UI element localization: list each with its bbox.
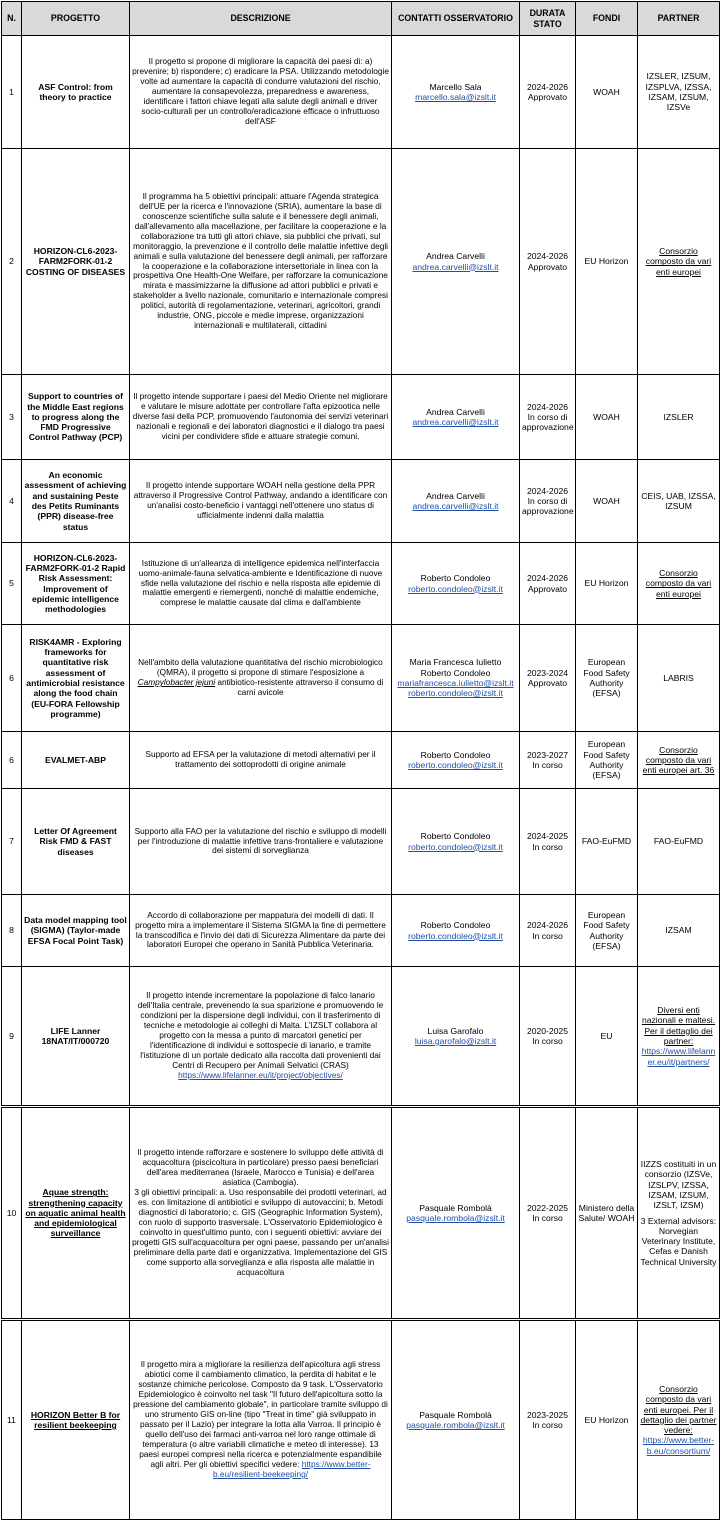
contact-cell bbox=[392, 460, 520, 543]
duration-cell bbox=[520, 625, 576, 732]
duration-status: Approvato bbox=[527, 261, 568, 272]
duration-status: Approvato bbox=[527, 92, 568, 102]
duration-years: 2024-2026 bbox=[526, 573, 569, 584]
duration-status: In corso bbox=[532, 1036, 563, 1046]
contact-cell bbox=[392, 967, 520, 1107]
description-text: Il progetto mira a migliorare la resilienza dell'apicoltura agli stress abiotici come il cambiamento climatico, la perdita di habitat e le sostanze chimiche pericolose. Composto da 9 task. L'Osservatorio Epidemiologico è coinvolto nel task "Il futuro dell'apicoltura sotto la pressione del cambiamento globale", in particolare tramite sviluppo di uno strumento GIS on-line (tipo "Treat in time" già sviluppato in passato per il Lazio) per integrare la lotta alla Varroa. Il principio è quello dell'uso dei farmaci anti-varroa nel loro range ottimale di temperatura (o altre variabili climatiche e meteo di interesse). 13 paesi europei compresi nella ricerca e potenzialmente espandibile agli altri. Per gli obiettivi specifici vedere: bbox=[133, 1359, 388, 1469]
header-partner: PARTNER bbox=[638, 2, 720, 36]
partner: IZSAM bbox=[638, 895, 720, 967]
duration-cell bbox=[520, 36, 576, 149]
duration-cell bbox=[520, 967, 576, 1107]
row-number: 7 bbox=[2, 789, 22, 895]
row-number: 10 bbox=[2, 1107, 22, 1320]
contact-name: Andrea Carvelli bbox=[426, 406, 485, 417]
contact-name: Roberto Condoleo bbox=[420, 573, 491, 584]
contact-name: Pasquale Rombolà bbox=[419, 1409, 492, 1420]
partner-advisors: 3 External advisors: Norvegian Veterinary Institute, Cefas e Danish Technical University bbox=[640, 1215, 717, 1267]
table-row bbox=[2, 789, 720, 895]
partner: FAO-EuFMD bbox=[638, 789, 720, 895]
description-text: Nell'ambito della valutazione quantitativa del rischio microbiologico (QMRA), il progetto si propone di stimare l'esposizione a bbox=[138, 657, 383, 678]
project-description bbox=[130, 1320, 392, 1520]
contact-email-link[interactable]: roberto.condoleo@izslt.it bbox=[408, 930, 503, 941]
row-number: 3 bbox=[2, 375, 22, 460]
description-text: antibiotico-resistente attraverso il consumo di carni avicole bbox=[215, 677, 384, 697]
contact-email-link[interactable]: andrea.carvelli@izslt.it bbox=[412, 261, 499, 272]
duration-years: 2023-2025 bbox=[526, 1409, 569, 1420]
table-row bbox=[2, 460, 720, 543]
partner-cell bbox=[638, 967, 720, 1107]
contact-cell bbox=[392, 732, 520, 789]
duration-status: In corso bbox=[532, 760, 563, 770]
contact-email-link[interactable]: roberto.condoleo@izslt.it bbox=[408, 760, 503, 770]
header-contatti: CONTATTI OSSERVATORIO bbox=[392, 2, 520, 36]
contact-email-link[interactable]: mariafrancesca.iulietto@izslt.it bbox=[397, 678, 514, 688]
duration-status: In corso di approvazione bbox=[522, 411, 574, 433]
duration-status: In corso bbox=[532, 841, 563, 852]
header-durata: DURATA STATO bbox=[520, 2, 576, 36]
project-description: Istituzione di un'alleanza di intelligence epidemica nell'interfaccia uomo-animale-fauna selvatica-ambiente e Identificazione di nuove sfide nella valutazione del rischio e nella risposta alle epidemie di malattie emergenti e riemergenti, nonché di malattie endemiche, comprese le malattie causate dal clima e dall'ambiente bbox=[130, 543, 392, 625]
partner: LABRIS bbox=[638, 625, 720, 732]
duration-cell bbox=[520, 1320, 576, 1520]
partner: IIZZS costituiti in un consorzio (IZSVe, IZSLPV, IZSSA, IZSAM, IZSUM, IZSLT, IZSM) bbox=[640, 1158, 717, 1211]
partner: IZSLER, IZSUM, IZSPLVA, IZSSA, IZSAM, IZSUM, IZSVe bbox=[638, 36, 720, 149]
description-text: 3 gli obiettivi principali: a. Uso responsabile dei prodotti veterinari, ad es. con limitazione di antibiotici e sviluppo di autovaccini; b. Metodi diagnostici di laboratorio; c. GIS (Geographic Information System), con ruolo di supporto trasversale. L'Osservatorio Epidemiologico è coinvolto in quest'ultimo punto, con i seguenti obiettivi: avviare dei progetti GIS sull'acquacoltura per ogni paese, passando per un'analisi preliminare della parte dati e organizzativa. Implementazione del GIS come supporto alla sorveglianza e alla risposta alle malattie in acquacoltura bbox=[132, 1187, 389, 1277]
duration-status: Approvato bbox=[527, 678, 568, 688]
duration-status: In corso bbox=[532, 1213, 563, 1223]
project-name: LIFE Lanner 18NAT/IT/000720 bbox=[22, 967, 130, 1107]
funding: EU Horizon bbox=[576, 543, 638, 625]
contact-email-link[interactable]: andrea.carvelli@izslt.it bbox=[412, 417, 499, 427]
duration-years: 2024-2026 bbox=[526, 401, 569, 412]
projects-table bbox=[1, 1, 720, 1520]
duration-cell bbox=[520, 460, 576, 543]
duration-years: 2023-2027 bbox=[526, 749, 569, 760]
contact-cell bbox=[392, 625, 520, 732]
funding: FAO-EuFMD bbox=[576, 789, 638, 895]
contact-email-link[interactable]: pasquale.rombola@izslt.it bbox=[406, 1213, 505, 1223]
funding: European Food Safety Authority (EFSA) bbox=[576, 732, 638, 789]
funding: European Food Safety Authority (EFSA) bbox=[576, 625, 638, 732]
table-row bbox=[2, 967, 720, 1107]
table-row bbox=[2, 895, 720, 967]
contact-cell bbox=[392, 895, 520, 967]
contact-name: Marcello Sala bbox=[429, 81, 482, 92]
partner: Diversi enti nazionali e maltesi. Per il dettaglio dei partner: bbox=[641, 1005, 716, 1046]
funding: WOAH bbox=[576, 460, 638, 543]
project-description: Supporto ad EFSA per la valutazione di metodi alternativi per il trattamento dei sottoprodotti di origine animale bbox=[130, 732, 392, 789]
contact-cell bbox=[392, 149, 520, 375]
table-row bbox=[2, 375, 720, 460]
duration-years: 2024-2026 bbox=[526, 920, 569, 931]
duration-status: Approvato bbox=[527, 583, 568, 594]
duration-years: 2024-2025 bbox=[526, 831, 569, 842]
project-description: Accordo di collaborazione per mappatura dei modelli di dati. Il progetto mira a implementare il Sistema SIGMA la fine di permettere la transcodifica e l'invio dei dati di Sicurezza Alimentare da parte dei laboratori Europei che operano in Sanità Pubblica Veterinaria. bbox=[130, 895, 392, 967]
funding: WOAH bbox=[576, 375, 638, 460]
duration-status: In corso bbox=[532, 1420, 563, 1430]
project-link[interactable]: https://www.better-b.eu/resilient-beekeeping/ bbox=[212, 1458, 371, 1479]
contact-name: Roberto Condoleo bbox=[420, 667, 491, 678]
contact-name: Andrea Carvelli bbox=[426, 251, 485, 262]
table-row bbox=[2, 543, 720, 625]
contact-email-link[interactable]: roberto.condoleo@izslt.it bbox=[408, 583, 503, 594]
contact-email-link[interactable]: roberto.condoleo@izslt.it bbox=[408, 688, 503, 699]
project-name: RISK4AMR - Exploring frameworks for quantitative risk assessment of antimicrobial resistance along the food chain (EU-FORA Fellowship programme) bbox=[22, 625, 130, 732]
partner: Consorzio composto da vari enti europei art. 36 bbox=[638, 732, 720, 789]
partner-link[interactable]: https://www.better-b.eu/consortium/ bbox=[642, 1435, 715, 1456]
row-number: 5 bbox=[2, 543, 22, 625]
project-name: HORIZON Better B for resilient beekeeping bbox=[22, 1320, 130, 1520]
table-row bbox=[2, 36, 720, 149]
duration-years: 2024-2026 bbox=[526, 485, 569, 496]
partner: Consorzio composto da vari enti europei. Per il dettaglio dei partner vedere: bbox=[640, 1383, 717, 1436]
duration-cell bbox=[520, 1107, 576, 1320]
contact-cell bbox=[392, 543, 520, 625]
duration-cell bbox=[520, 789, 576, 895]
funding: WOAH bbox=[576, 36, 638, 149]
duration-years: 2022-2025 bbox=[526, 1202, 569, 1213]
project-name: Aquae strength: strengthening capacity on aquatic animal health and epidemiological surveillance bbox=[22, 1107, 130, 1320]
duration-years: 2024-2026 bbox=[526, 251, 569, 262]
project-name: Letter Of Agreement Risk FMD & FAST diseases bbox=[22, 789, 130, 895]
duration-years: 2020-2025 bbox=[526, 1025, 569, 1036]
project-name: Support to countries of the Middle East regions to progress along the FMD Progressive Control Pathway (PCP) bbox=[22, 375, 130, 460]
header-n: N. bbox=[2, 2, 22, 36]
funding: European Food Safety Authority (EFSA) bbox=[576, 895, 638, 967]
row-number: 6 bbox=[2, 625, 22, 732]
table-row bbox=[2, 732, 720, 789]
description-text: Il progetto intende incrementare la popolazione di falco lanario dell'Italia centrale, prevenendo la sua sparizione e promuovendo le condizioni per la dispersione degli individui, con il trasferimento di tecniche e metodologie ai colleghi di Malta. L'IZSLT collabora al progetto con la messa a punto di marcatori genetici per l'identificazione di individui e sottospecie di lanario, e tramite l'istituzione di un portale dedicato alla raccolta dati provenienti dai Centri di Recupero per Animali Selvatici (CRAS) bbox=[137, 990, 384, 1070]
contact-name: Roberto Condoleo bbox=[420, 749, 491, 760]
duration-cell bbox=[520, 895, 576, 967]
description-text: Il progetto intende rafforzare e sostenere lo sviluppo delle attività di acquacoltura (piscicoltura in particolare) presso paesi beneficiari dell'area mediterranea (Israele, Marocco e Tunisia) e dell'area asiatica (Cambogia). bbox=[137, 1147, 384, 1188]
project-description: Il programma ha 5 obiettivi principali: attuare l'Agenda strategica dell'UE per la ricerca e l'innovazione (SRIA), aumentare la base di conoscenze scientifiche sulla salute e il benessere degli animali, dall'allevamento alla macellazione, per facilitare la cooperazione e la collaborazione tra tutti gli attori chiave, sia pubblici che privati, sul monitoraggio, la prevenzione e il controllo delle malattie infettive degli animali e sulla valutazione del benessere degli animali, per rafforzare la cooperazione e la collaborazione intersettoriale in linea con la prospettiva One Health-One Welfare, per rafforzare la comunicazione mirata e massimizzarne la diffusione ad attori pubblici e privati e stakeholder a livello nazionale, comunitario e internazionale compresi politici, autorità di regolamentazione, veterinari, agricoltori, grandi industrie, ONG, piccole e medie imprese, organizzazioni internazionali e multilaterali, cittadini bbox=[130, 149, 392, 375]
project-description: Supporto alla FAO per la valutazione del rischio e sviluppo di modelli per l'introduzione di malattie infettive trans-frontaliere e valutazione dei sistemi di sorveglianza bbox=[130, 789, 392, 895]
duration-cell bbox=[520, 375, 576, 460]
row-number: 1 bbox=[2, 36, 22, 149]
duration-cell bbox=[520, 732, 576, 789]
header-fondi: FONDI bbox=[576, 2, 638, 36]
duration-cell bbox=[520, 543, 576, 625]
contact-cell bbox=[392, 375, 520, 460]
table-row bbox=[2, 1320, 720, 1520]
project-name: HORIZON-CL6-2023-FARM2FORK-01-2 COSTING OF DISEASES bbox=[22, 149, 130, 375]
contact-name: Roberto Condoleo bbox=[420, 920, 491, 931]
project-name: ASF Control: from theory to practice bbox=[22, 36, 130, 149]
funding: EU bbox=[576, 967, 638, 1107]
row-number: 4 bbox=[2, 460, 22, 543]
contact-cell bbox=[392, 789, 520, 895]
contact-email-link[interactable]: luisa.garofalo@izslt.it bbox=[414, 1036, 497, 1046]
project-description: Il progetto si propone di migliorare la capacità dei paesi di: a) prevenire; b) rispondere; c) eradicare la PSA. Utilizzando metodologie volte ad aumentare la capacità di condurre valutazioni del rischio, aumentare la consapevolezza, preparedness e awareness, identificare i fattori chiave legati alla salute degli animali e driver socio-culturali per un controllo/eradicazione efficace o infruttuoso dell'ASF bbox=[130, 36, 392, 149]
project-name: HORIZON-CL6-2023-FARM2FORK-01-2 Rapid Risk Assessment: Improvement of epidemic intelligence methodologies bbox=[22, 543, 130, 625]
row-number: 11 bbox=[2, 1320, 22, 1520]
header-progetto: PROGETTO bbox=[22, 2, 130, 36]
project-description: Il progetto intende supportare i paesi del Medio Oriente nel migliorare e valutare le misure adottate per controllare l'afta epizootica nelle diverse fasi della PCP, promuovendo l'autonomia dei servizi veterinari nazionali e regionali e dei laboratori diagnostici e il dialogo tra paesi vicini per condividere sfide e attuare strategie comuni. bbox=[130, 375, 392, 460]
partner-link[interactable]: https://www.lifelanner.eu/it/partners/ bbox=[641, 1046, 716, 1067]
contact-email-link[interactable]: roberto.condoleo@izslt.it bbox=[408, 841, 503, 852]
contact-cell bbox=[392, 36, 520, 149]
contact-cell bbox=[392, 1320, 520, 1520]
project-description bbox=[130, 1107, 392, 1320]
partner-cell bbox=[638, 1107, 720, 1320]
project-name: An economic assessment of achieving and sustaining Peste des Petits Ruminants (PPR) disease-free status bbox=[22, 460, 130, 543]
row-number: 9 bbox=[2, 967, 22, 1107]
contact-email-link[interactable]: marcello.sala@izslt.it bbox=[415, 92, 496, 102]
row-number: 2 bbox=[2, 149, 22, 375]
project-description bbox=[130, 967, 392, 1107]
contact-name: Luisa Garofalo bbox=[427, 1025, 484, 1036]
duration-status: In corso bbox=[532, 930, 563, 941]
partner: Consorzio composto da vari enti europei bbox=[638, 149, 720, 375]
project-name: Data model mapping tool (SIGMA) (Taylor-made EFSA Focal Point Task) bbox=[22, 895, 130, 967]
funding: EU Horizon bbox=[576, 1320, 638, 1520]
row-number: 8 bbox=[2, 895, 22, 967]
contact-name: Maria Francesca Iulietto bbox=[409, 657, 502, 668]
duration-years: 2023-2024 bbox=[526, 667, 569, 678]
header-row bbox=[2, 2, 720, 36]
project-description bbox=[130, 625, 392, 732]
table-row bbox=[2, 1107, 720, 1320]
contact-cell bbox=[392, 1107, 520, 1320]
duration-status: In corso di approvazione bbox=[522, 495, 574, 517]
contact-name: Roberto Condoleo bbox=[420, 831, 491, 842]
table-row bbox=[2, 625, 720, 732]
project-name: EVALMET-ABP bbox=[22, 732, 130, 789]
contact-email-link[interactable]: pasquale.rombola@izslt.it bbox=[406, 1420, 505, 1430]
funding: EU Horizon bbox=[576, 149, 638, 375]
description-species: Campylobacter jejuni bbox=[137, 677, 216, 687]
project-description: Il progetto intende supportare WOAH nella gestione della PPR attraverso il Progressive Control Pathway, andando a identificare con un'analisi costo-beneficio i vantaggi nell'ottenere uno status di ufficialmente indenni dalla malattia bbox=[130, 460, 392, 543]
partner: Consorzio composto da vari enti europei bbox=[638, 543, 720, 625]
contact-name: Pasquale Rombolà bbox=[419, 1202, 492, 1213]
partner-cell bbox=[638, 1320, 720, 1520]
table-row bbox=[2, 149, 720, 375]
header-descrizione: DESCRIZIONE bbox=[130, 2, 392, 36]
contact-name: Andrea Carvelli bbox=[426, 490, 485, 501]
partner: CEIS, UAB, IZSSA, IZSUM bbox=[638, 460, 720, 543]
project-link[interactable]: https://www.lifelanner.eu/it/project/objectives/ bbox=[178, 1069, 343, 1080]
duration-cell bbox=[520, 149, 576, 375]
partner: IZSLER bbox=[638, 375, 720, 460]
row-number: 6 bbox=[2, 732, 22, 789]
duration-years: 2024-2026 bbox=[526, 81, 569, 92]
contact-email-link[interactable]: andrea.carvelli@izslt.it bbox=[412, 501, 499, 511]
funding: Ministero della Salute/ WOAH bbox=[576, 1107, 638, 1320]
